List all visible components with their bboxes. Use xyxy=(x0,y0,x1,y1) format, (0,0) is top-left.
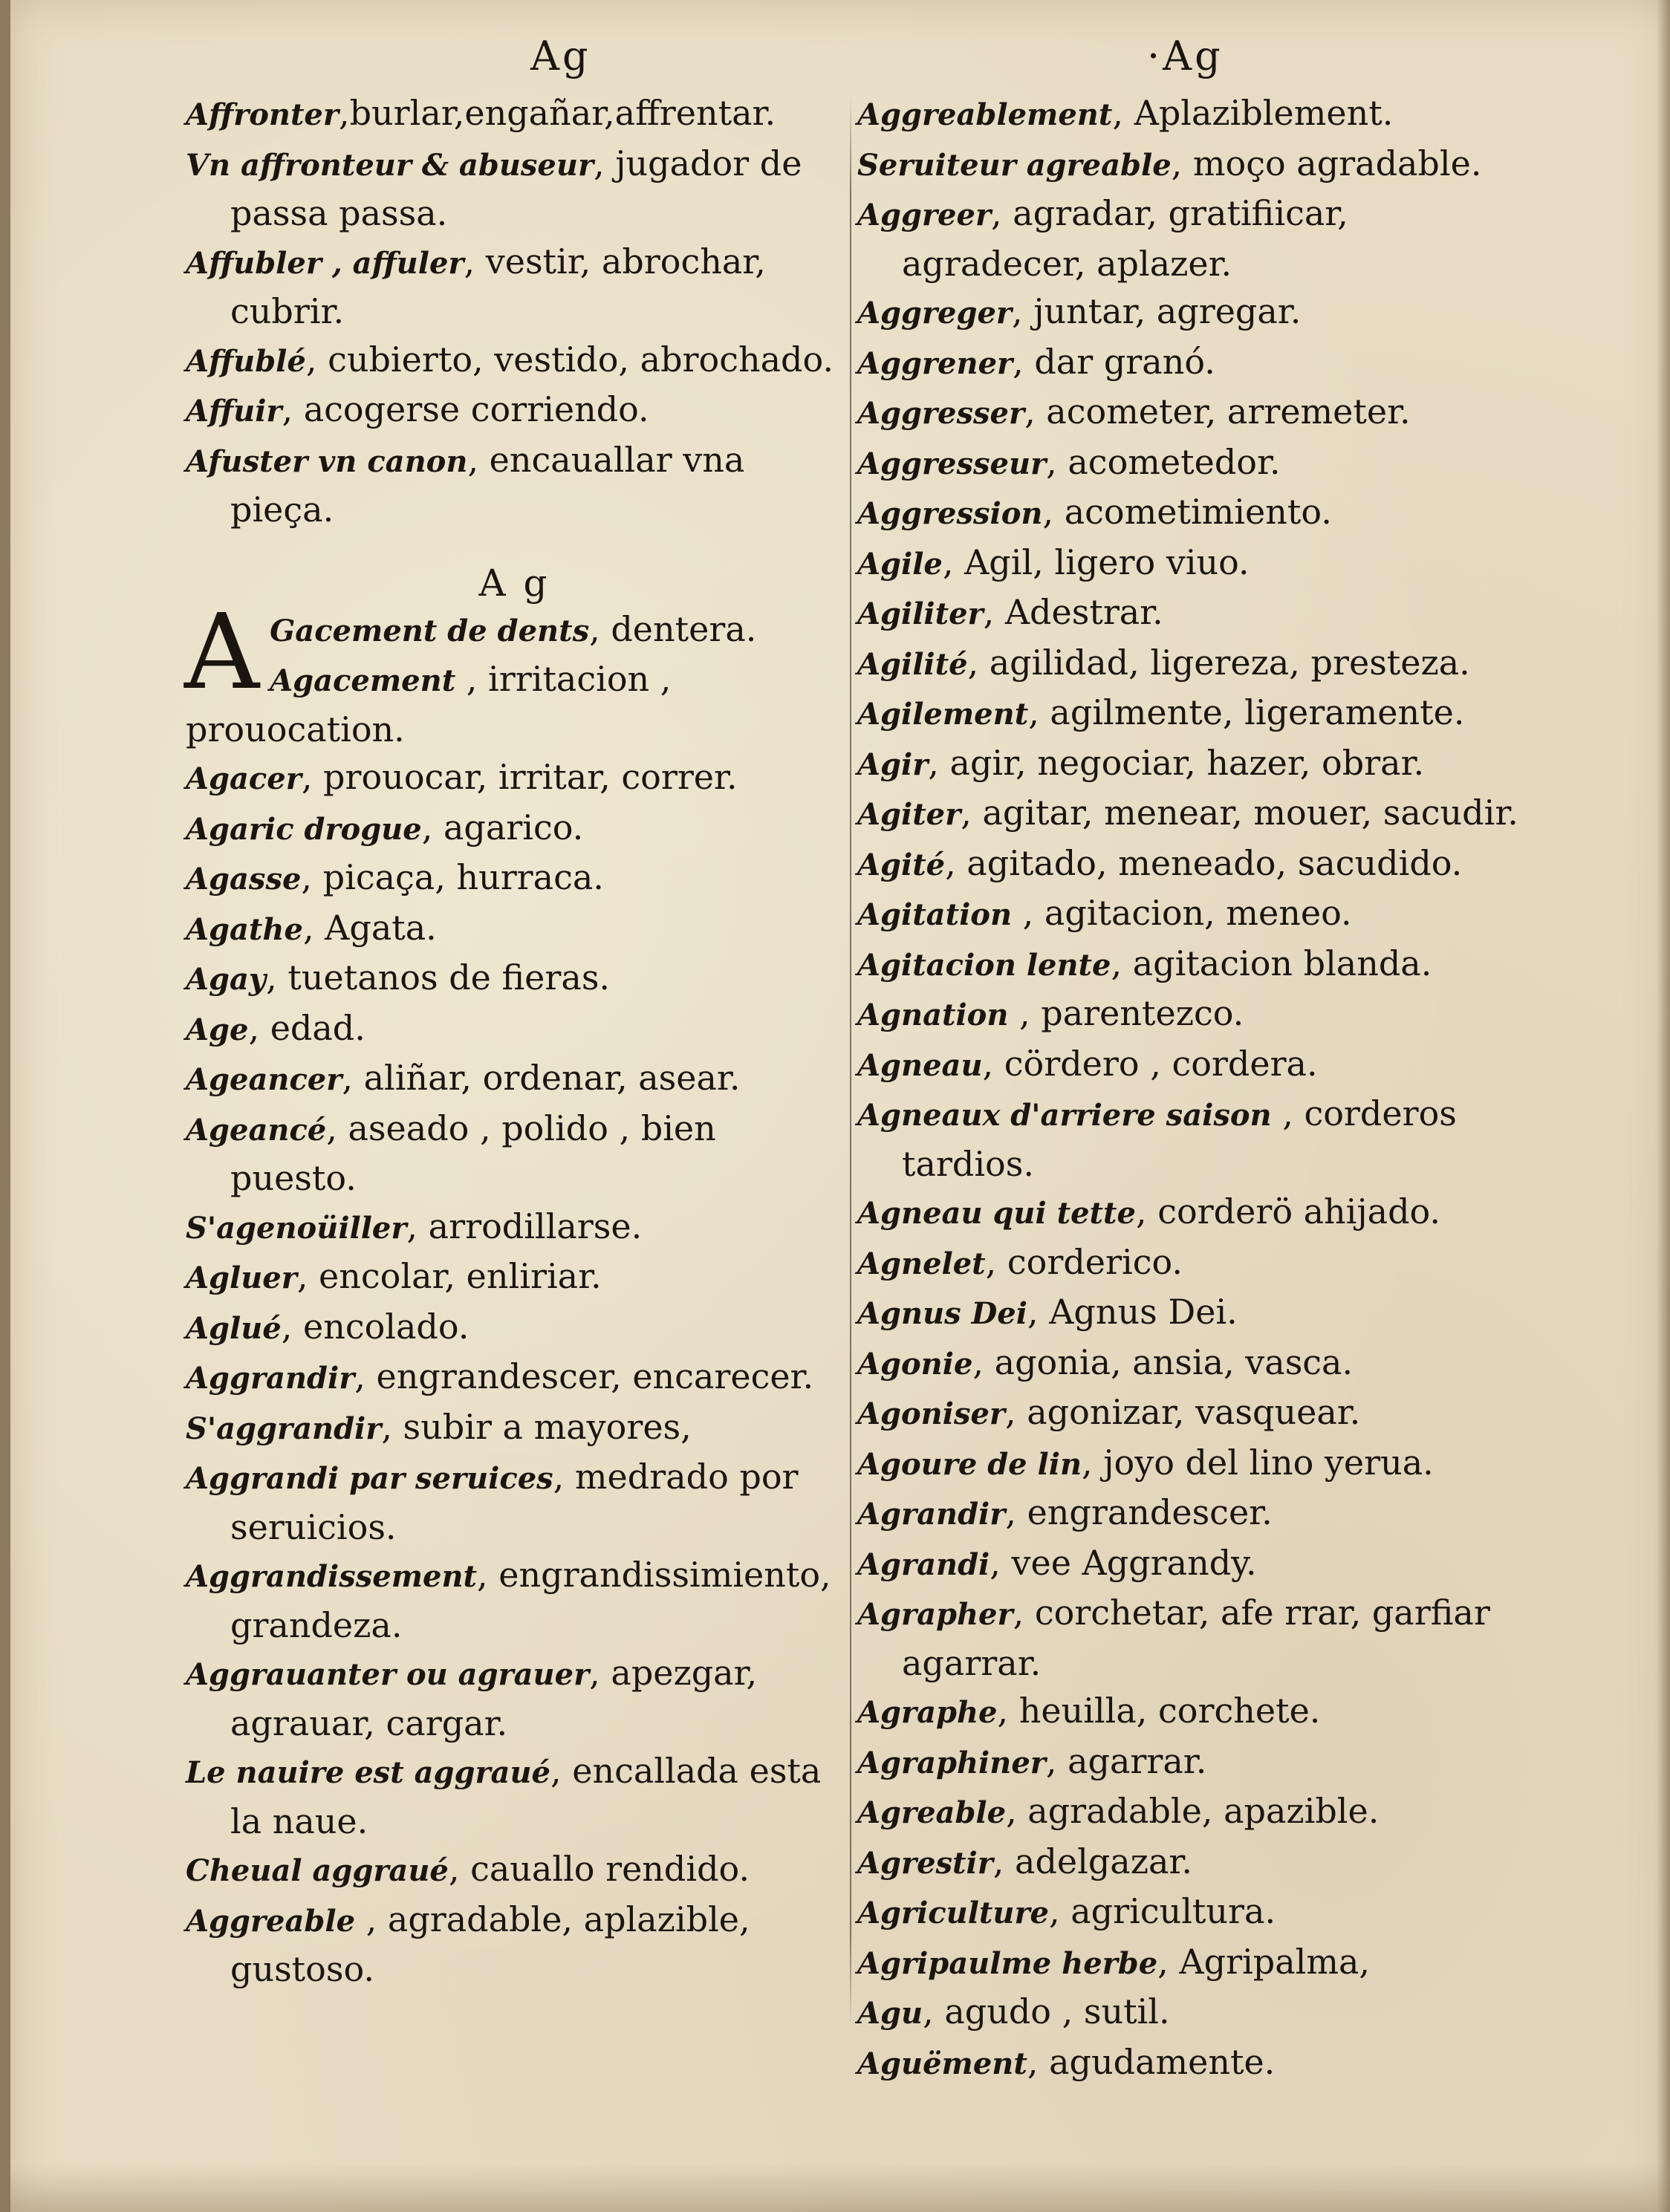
entry-headword: Agneaux d'arriere saison xyxy=(857,1098,1272,1133)
entry-definition: , prouocar, irritar, correr. xyxy=(301,757,738,797)
entry-definition: , tuetanos de fieras. xyxy=(266,957,611,998)
entry-definition: , jugador de passa passa. xyxy=(230,143,802,233)
entry-headword: Agile xyxy=(857,546,943,582)
dictionary-entry xyxy=(857,639,1541,689)
drop-cap: A xyxy=(184,591,260,713)
entry-headword: Affublé xyxy=(186,343,306,379)
entry-headword: Agu xyxy=(857,1996,923,2031)
entry-headword: Agraphiner xyxy=(857,1745,1046,1780)
entry-definition: , acometedor. xyxy=(1046,441,1281,482)
dictionary-entry xyxy=(186,1105,843,1203)
entry-definition: , agudamente. xyxy=(1027,2041,1276,2082)
entry-headword: Agonie xyxy=(857,1346,973,1382)
entry-headword: Agneau xyxy=(857,1047,983,1083)
entry-headword: Aggrener xyxy=(857,345,1013,381)
entry-headword: Agnus Dei xyxy=(857,1296,1027,1331)
dictionary-entry xyxy=(857,1938,1541,1988)
dictionary-entry xyxy=(857,1040,1541,1090)
entry-definition: , juntar, agregar. xyxy=(1012,291,1302,331)
entry-headword: Aggreable xyxy=(186,1903,356,1939)
entry-headword: Agreable xyxy=(857,1795,1007,1830)
entry-definition: , agonia, ansia, vasca. xyxy=(972,1341,1354,1382)
entry-definition: , agitado, meneado, sacudido. xyxy=(945,842,1463,883)
entry-headword: Ageancé xyxy=(186,1112,327,1148)
entry-definition: , arrodillarse. xyxy=(406,1206,643,1246)
dictionary-entry xyxy=(186,140,843,238)
dictionary-entry xyxy=(857,438,1541,489)
entry-headword: Agir xyxy=(857,746,929,782)
dictionary-entry xyxy=(186,1252,843,1303)
entry-definition: , agilidad, ligereza, presteza. xyxy=(967,642,1470,683)
dictionary-entry xyxy=(186,1353,843,1403)
dictionary-entry xyxy=(186,1747,843,1845)
dictionary-entry xyxy=(186,1303,843,1353)
right-entries xyxy=(857,89,1541,2088)
entry-definition: , Agil, ligero viuo. xyxy=(942,541,1250,582)
dictionary-entry xyxy=(857,1338,1541,1389)
dictionary-entry xyxy=(186,655,843,753)
entry-definition: , engrandissimiento, grandeza. xyxy=(230,1555,831,1645)
dictionary-entry xyxy=(186,238,843,336)
entry-headword: Agay xyxy=(186,962,267,997)
entry-headword: Aguëment xyxy=(857,2046,1027,2081)
entry-definition: , cubierto, vestido, abrochado. xyxy=(305,339,834,380)
dictionary-entry xyxy=(857,689,1541,739)
dictionary-entry xyxy=(186,1845,843,1896)
dictionary-entry xyxy=(857,1090,1541,1188)
entry-definition: , Agnus Dei. xyxy=(1027,1292,1238,1332)
entry-definition: , agir, negociar, hazer, obrar. xyxy=(928,742,1425,783)
entry-headword: Aggrandi par seruices xyxy=(186,1461,553,1496)
entry-headword: Aggresser xyxy=(857,396,1025,431)
dictionary-entry xyxy=(857,140,1541,190)
entry-headword: Agraphe xyxy=(857,1695,998,1730)
entry-definition: , corderico. xyxy=(985,1241,1183,1282)
entry-definition: , acogerse corriendo. xyxy=(282,389,649,429)
dictionary-entry xyxy=(857,1687,1541,1737)
entry-headword: Agathe xyxy=(186,911,303,947)
entry-headword: Agrestir xyxy=(857,1845,993,1881)
entry-definition: ,burlar,engañar,affrentar. xyxy=(338,93,776,133)
entry-definition: , edad. xyxy=(248,1007,365,1048)
dictionary-entry xyxy=(186,1551,843,1649)
dictionary-entry xyxy=(857,1737,1541,1788)
entry-definition: , agitar, menear, mouer, sacudir. xyxy=(961,793,1518,833)
dictionary-entry xyxy=(857,839,1541,890)
entry-headword: Agnation xyxy=(857,998,1009,1032)
entry-headword: Agiliter xyxy=(857,596,984,631)
entry-definition: , dar granó. xyxy=(1013,341,1215,382)
entry-definition: , corderos tardios. xyxy=(902,1093,1457,1184)
entry-headword: Agité xyxy=(857,847,946,882)
entry-headword: Agneau qui tette xyxy=(857,1196,1136,1231)
entry-headword: Agripaulme herbe xyxy=(857,1945,1158,1981)
entry-headword: Ageancer xyxy=(186,1062,342,1097)
dictionary-entry xyxy=(857,1787,1541,1838)
section-heading: A g xyxy=(478,561,550,605)
entry-definition: , Adestrar. xyxy=(983,592,1163,632)
dictionary-entry xyxy=(186,853,843,904)
dictionary-entry xyxy=(186,436,843,534)
entry-headword: Vn affronteur & abuseur xyxy=(186,147,594,183)
dictionary-entry xyxy=(186,804,843,854)
entry-headword: Afuster vn canon xyxy=(186,443,468,479)
dictionary-entry xyxy=(186,1403,843,1454)
left-entries-rest xyxy=(186,753,843,1994)
dictionary-entry xyxy=(857,1489,1541,1539)
entry-definition: , corderö ahijado. xyxy=(1135,1191,1441,1232)
entry-definition: , agarrar. xyxy=(1045,1740,1207,1781)
entry-headword: Le nauire est aggraué xyxy=(186,1755,550,1790)
entry-definition: , encolar, enliriar. xyxy=(296,1256,602,1296)
entry-definition: , apezgar, agrauar, cargar. xyxy=(230,1653,758,1743)
entry-definition: , agonizar, vasquear. xyxy=(1005,1392,1361,1432)
entry-headword: Agasse xyxy=(186,862,302,897)
entry-headword: Aggrandir xyxy=(186,1361,355,1396)
dictionary-entry xyxy=(186,954,843,1004)
entry-headword: Affronter xyxy=(186,97,339,132)
entry-definition: , adelgazar. xyxy=(992,1841,1192,1881)
dictionary-entry xyxy=(186,605,843,656)
entry-headword: Aggreablement xyxy=(857,97,1113,132)
entry-definition: , cördero , cordera. xyxy=(982,1043,1318,1084)
dictionary-entry xyxy=(186,1203,843,1253)
dictionary-entry xyxy=(186,1054,843,1105)
entry-headword: Gacement de dents xyxy=(270,613,590,648)
entry-definition: , picaça, hurraca. xyxy=(301,857,604,897)
entry-headword: Aggrauanter ou agrauer xyxy=(186,1657,590,1692)
entry-definition: , agitacion, meneo. xyxy=(1012,893,1352,933)
dictionary-entry xyxy=(186,386,843,436)
dictionary-entry xyxy=(857,189,1541,287)
dictionary-entry xyxy=(186,1649,843,1747)
right-column xyxy=(857,89,1541,2088)
entry-definition: , Agata. xyxy=(302,907,437,948)
entry-headword: Agoure de lin xyxy=(857,1446,1082,1482)
entry-definition: , vestir, abrochar, cubrir. xyxy=(230,241,766,331)
entry-headword: Aggrandissement xyxy=(186,1559,478,1594)
entry-headword: Agnelet xyxy=(857,1246,986,1281)
entry-headword: Aggresseur xyxy=(857,446,1047,481)
dictionary-entry xyxy=(857,1539,1541,1590)
dictionary-entry xyxy=(857,1838,1541,1888)
entry-headword: Agoniser xyxy=(857,1396,1006,1431)
entry-definition: , Aplaziblement. xyxy=(1112,93,1394,133)
dictionary-entry xyxy=(857,287,1541,338)
dictionary-entry xyxy=(857,1439,1541,1489)
entry-headword: Agacement xyxy=(270,663,456,698)
entry-headword: Agitacion lente xyxy=(857,947,1111,983)
dictionary-entry xyxy=(857,889,1541,940)
dictionary-entry xyxy=(857,1887,1541,1938)
dictionary-entry xyxy=(857,588,1541,639)
entry-headword: Agacer xyxy=(186,761,302,796)
dictionary-entry xyxy=(857,989,1541,1040)
entry-headword: Cheual aggraué xyxy=(186,1853,449,1888)
entry-definition: , agricultura. xyxy=(1049,1891,1276,1931)
entry-headword: S'agenoüiller xyxy=(186,1210,407,1246)
page-edge-shadow xyxy=(1657,0,1670,2212)
entry-definition: , cauallo rendido. xyxy=(448,1849,750,1889)
entry-definition: , subir a mayores, xyxy=(381,1406,692,1447)
entry-headword: Aglué xyxy=(186,1310,282,1346)
entry-definition: , agilmente, ligeramente. xyxy=(1028,692,1465,732)
dictionary-entry xyxy=(857,1388,1541,1439)
entry-definition: , engrandescer, encarecer. xyxy=(354,1356,814,1396)
entry-headword: Agaric drogue xyxy=(186,811,422,847)
left-running-header: Ag xyxy=(530,33,591,79)
entry-definition: , moço agradable. xyxy=(1171,143,1482,183)
entry-headword: Aggression xyxy=(857,496,1043,531)
entry-headword: Aggreer xyxy=(857,198,992,232)
entry-definition: , acometimiento. xyxy=(1042,492,1332,532)
entry-headword: Agrandi xyxy=(857,1546,990,1582)
dictionary-entry xyxy=(857,789,1541,839)
entry-definition: , irritacion , prouocation. xyxy=(186,659,672,749)
entry-headword: Agrapher xyxy=(857,1597,1013,1632)
dictionary-entry xyxy=(186,1004,843,1055)
column-divider xyxy=(850,97,851,2028)
page-bottom-margin xyxy=(10,2163,1670,2212)
entry-definition: , agradable, aplazible, gustoso. xyxy=(230,1899,750,1989)
entry-definition: , encauallar vna pieça. xyxy=(230,439,745,530)
entry-headword: Affubler , affuler xyxy=(186,245,464,281)
left-entries-top xyxy=(186,89,843,534)
entry-definition: , agradar, gratifiicar, agradecer, aplazer. xyxy=(902,193,1348,284)
dictionary-entry xyxy=(857,1188,1541,1238)
entry-definition: , vee Aggrandy. xyxy=(990,1542,1257,1583)
dictionary-page xyxy=(10,0,1670,2212)
entry-definition: , Agripalma, xyxy=(1157,1941,1371,1982)
dictionary-entry xyxy=(857,488,1541,539)
entry-definition: , engrandescer. xyxy=(1005,1492,1273,1532)
entry-headword: Aggreger xyxy=(857,296,1012,331)
dictionary-entry xyxy=(857,338,1541,388)
dictionary-entry xyxy=(186,904,843,954)
entry-headword: Agilité xyxy=(857,646,968,682)
entry-definition: , agitacion blanda. xyxy=(1111,943,1432,983)
dictionary-entry xyxy=(186,1896,843,1994)
section-first-entries xyxy=(184,591,843,754)
entry-definition: , encallada esta la naue. xyxy=(230,1751,822,1841)
entry-definition: , agarico. xyxy=(421,807,584,848)
dictionary-entry xyxy=(857,2038,1541,2089)
entry-headword: Seruiteur agreable xyxy=(857,147,1172,183)
entry-definition: , aliñar, ordenar, asear. xyxy=(342,1058,741,1098)
entry-headword: Affuir xyxy=(186,394,282,429)
entry-definition: , acometer, arremeter. xyxy=(1024,391,1411,432)
left-column xyxy=(186,89,843,1994)
entry-definition: , joyo del lino yerua. xyxy=(1082,1442,1434,1483)
entry-headword: Agiter xyxy=(857,797,961,832)
entry-definition: , agradable, apazible. xyxy=(1006,1791,1380,1831)
entry-definition: , encolado. xyxy=(281,1306,470,1347)
dictionary-entry xyxy=(857,388,1541,438)
entry-headword: S'aggrandir xyxy=(186,1411,382,1446)
entry-headword: Agluer xyxy=(186,1260,297,1295)
right-running-header: ·Ag xyxy=(1147,33,1224,79)
entry-definition: , corchetar, afe rrar, garfiar agarrar. xyxy=(902,1593,1490,1683)
entry-headword: Agriculture xyxy=(857,1896,1049,1930)
entry-headword: Agilement xyxy=(857,697,1029,732)
dictionary-entry xyxy=(186,89,843,140)
entry-headword: Agrandir xyxy=(857,1497,1006,1532)
entry-definition: , aseado , polido , bien puesto. xyxy=(230,1107,716,1198)
entry-definition: , agudo , sutil. xyxy=(923,1991,1170,2032)
dictionary-entry xyxy=(857,940,1541,990)
dictionary-entry xyxy=(857,739,1541,790)
entry-definition: , medrado por seruicios. xyxy=(230,1457,799,1547)
entry-definition: , heuilla, corchete. xyxy=(997,1691,1321,1731)
dictionary-entry xyxy=(857,89,1541,140)
entry-definition: , dentera. xyxy=(589,608,757,649)
entry-definition: , parentezco. xyxy=(1008,993,1244,1033)
entry-headword: Agitation xyxy=(857,897,1013,932)
dictionary-entry xyxy=(857,1988,1541,2038)
dictionary-entry xyxy=(186,753,843,804)
dictionary-entry xyxy=(857,539,1541,589)
dictionary-entry xyxy=(857,1238,1541,1289)
entry-headword: Age xyxy=(186,1012,249,1047)
dictionary-entry xyxy=(186,1453,843,1551)
dictionary-entry xyxy=(857,1589,1541,1687)
dictionary-entry xyxy=(186,336,843,386)
dictionary-entry xyxy=(857,1288,1541,1338)
